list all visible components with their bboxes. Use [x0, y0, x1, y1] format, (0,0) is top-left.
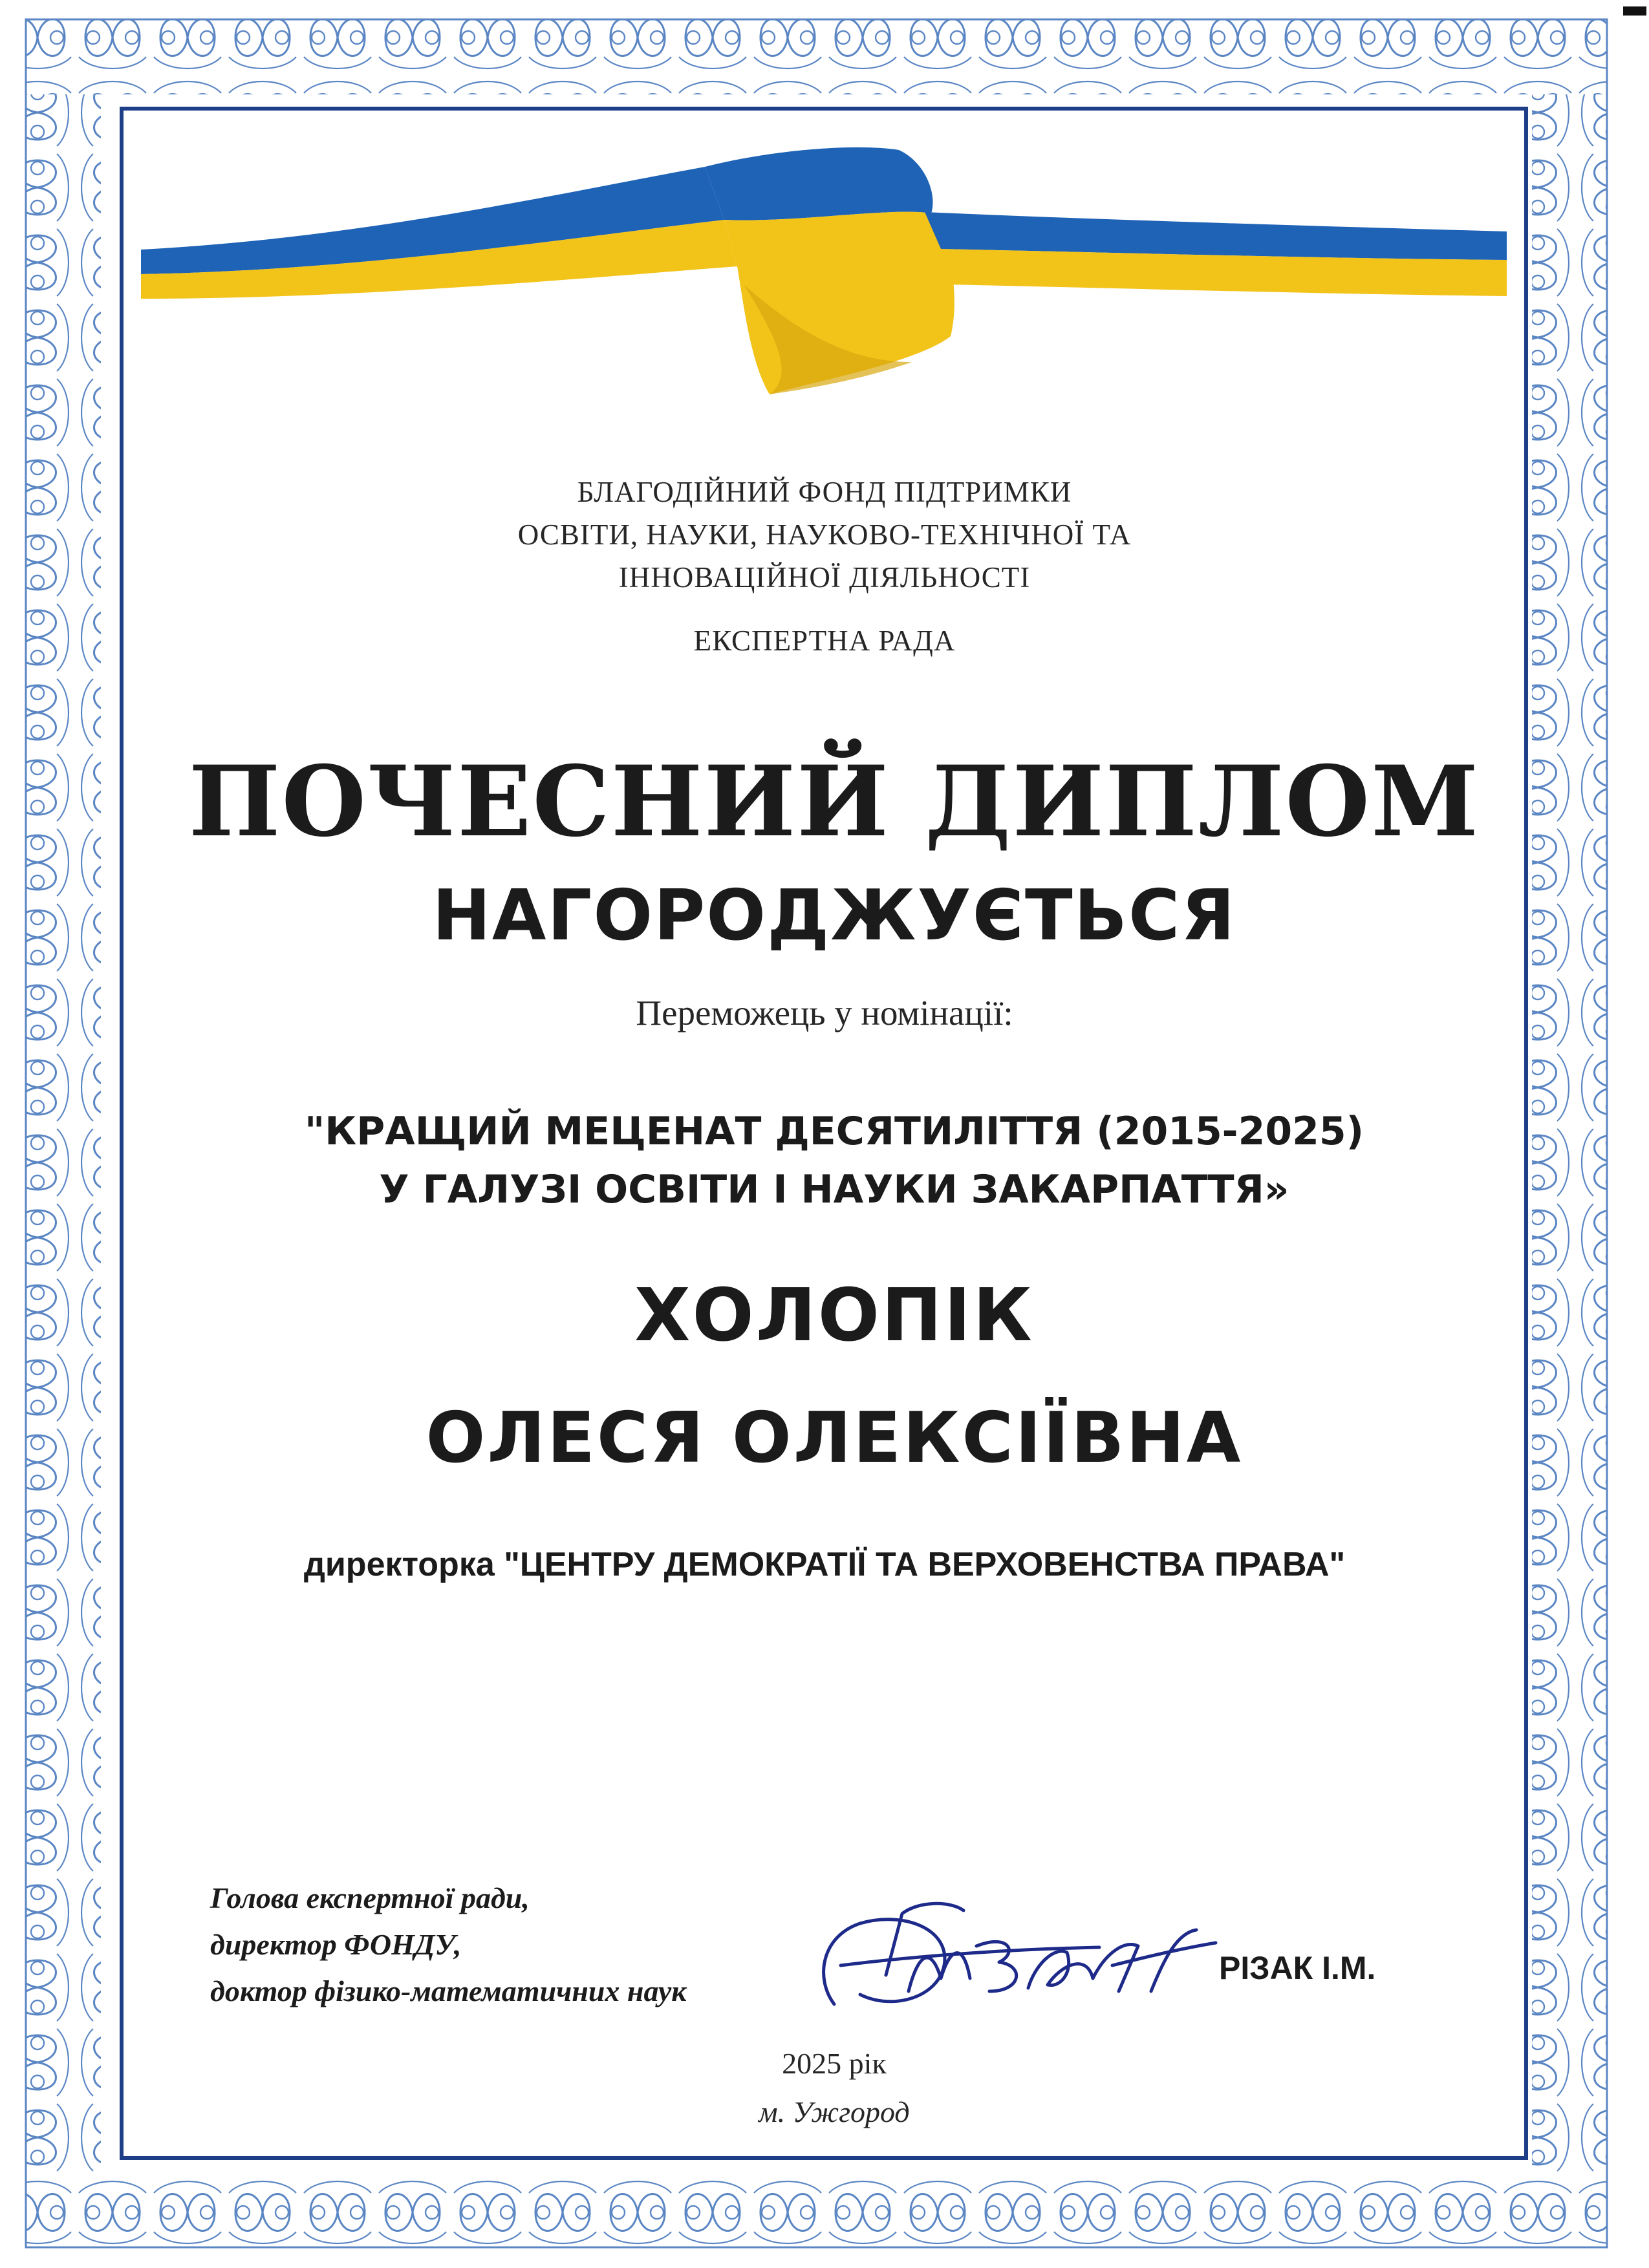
awarded-heading: НАГОРОДЖУЄТЬСЯ [432, 875, 1236, 956]
nomination-line: У ГАЛУЗІ ОСВІТИ І НАУКИ ЗАКАРПАТТЯ» [379, 1167, 1289, 1212]
signatory-name: РІЗАК І.М. [1219, 1950, 1376, 1986]
issue-year: 2025 рік [782, 2047, 887, 2080]
expert-council: ЕКСПЕРТНА РАДА [693, 625, 956, 657]
organization-line: БЛАГОДІЙНИЙ ФОНД ПІДТРИМКИ [577, 476, 1072, 508]
signatory-title-line: директор ФОНДУ, [210, 1928, 462, 1961]
recipient-given-names: ОЛЕСЯ ОЛЕКСІЇВНА [426, 1398, 1243, 1479]
recipient-position: директорка "ЦЕНТРУ ДЕМОКРАТІЇ ТА ВЕРХОВЕНСТВА ПРАВА" [303, 1546, 1346, 1583]
recipient-surname: ХОЛОПІК [634, 1274, 1034, 1358]
organization-line: ІННОВАЦІЙНОЇ ДІЯЛЬНОСТІ [618, 561, 1031, 594]
organization-line: ОСВІТИ, НАУКИ, НАУКОВО-ТЕХНІЧНОЇ ТА [517, 519, 1132, 551]
signatory-title-line: доктор фізико-математичних наук [210, 1974, 687, 2007]
issue-city: м. Ужгород [759, 2095, 910, 2128]
nomination-label: Переможець у номінації: [636, 993, 1013, 1032]
diploma-title: ПОЧЕСНИЙ ДИПЛОМ [188, 745, 1480, 859]
signatory-title-line: Голова експертної ради, [210, 1881, 530, 1914]
nomination-line: "КРАЩИЙ МЕЦЕНАТ ДЕСЯТИЛІТТЯ (2015-2025) [304, 1109, 1364, 1154]
